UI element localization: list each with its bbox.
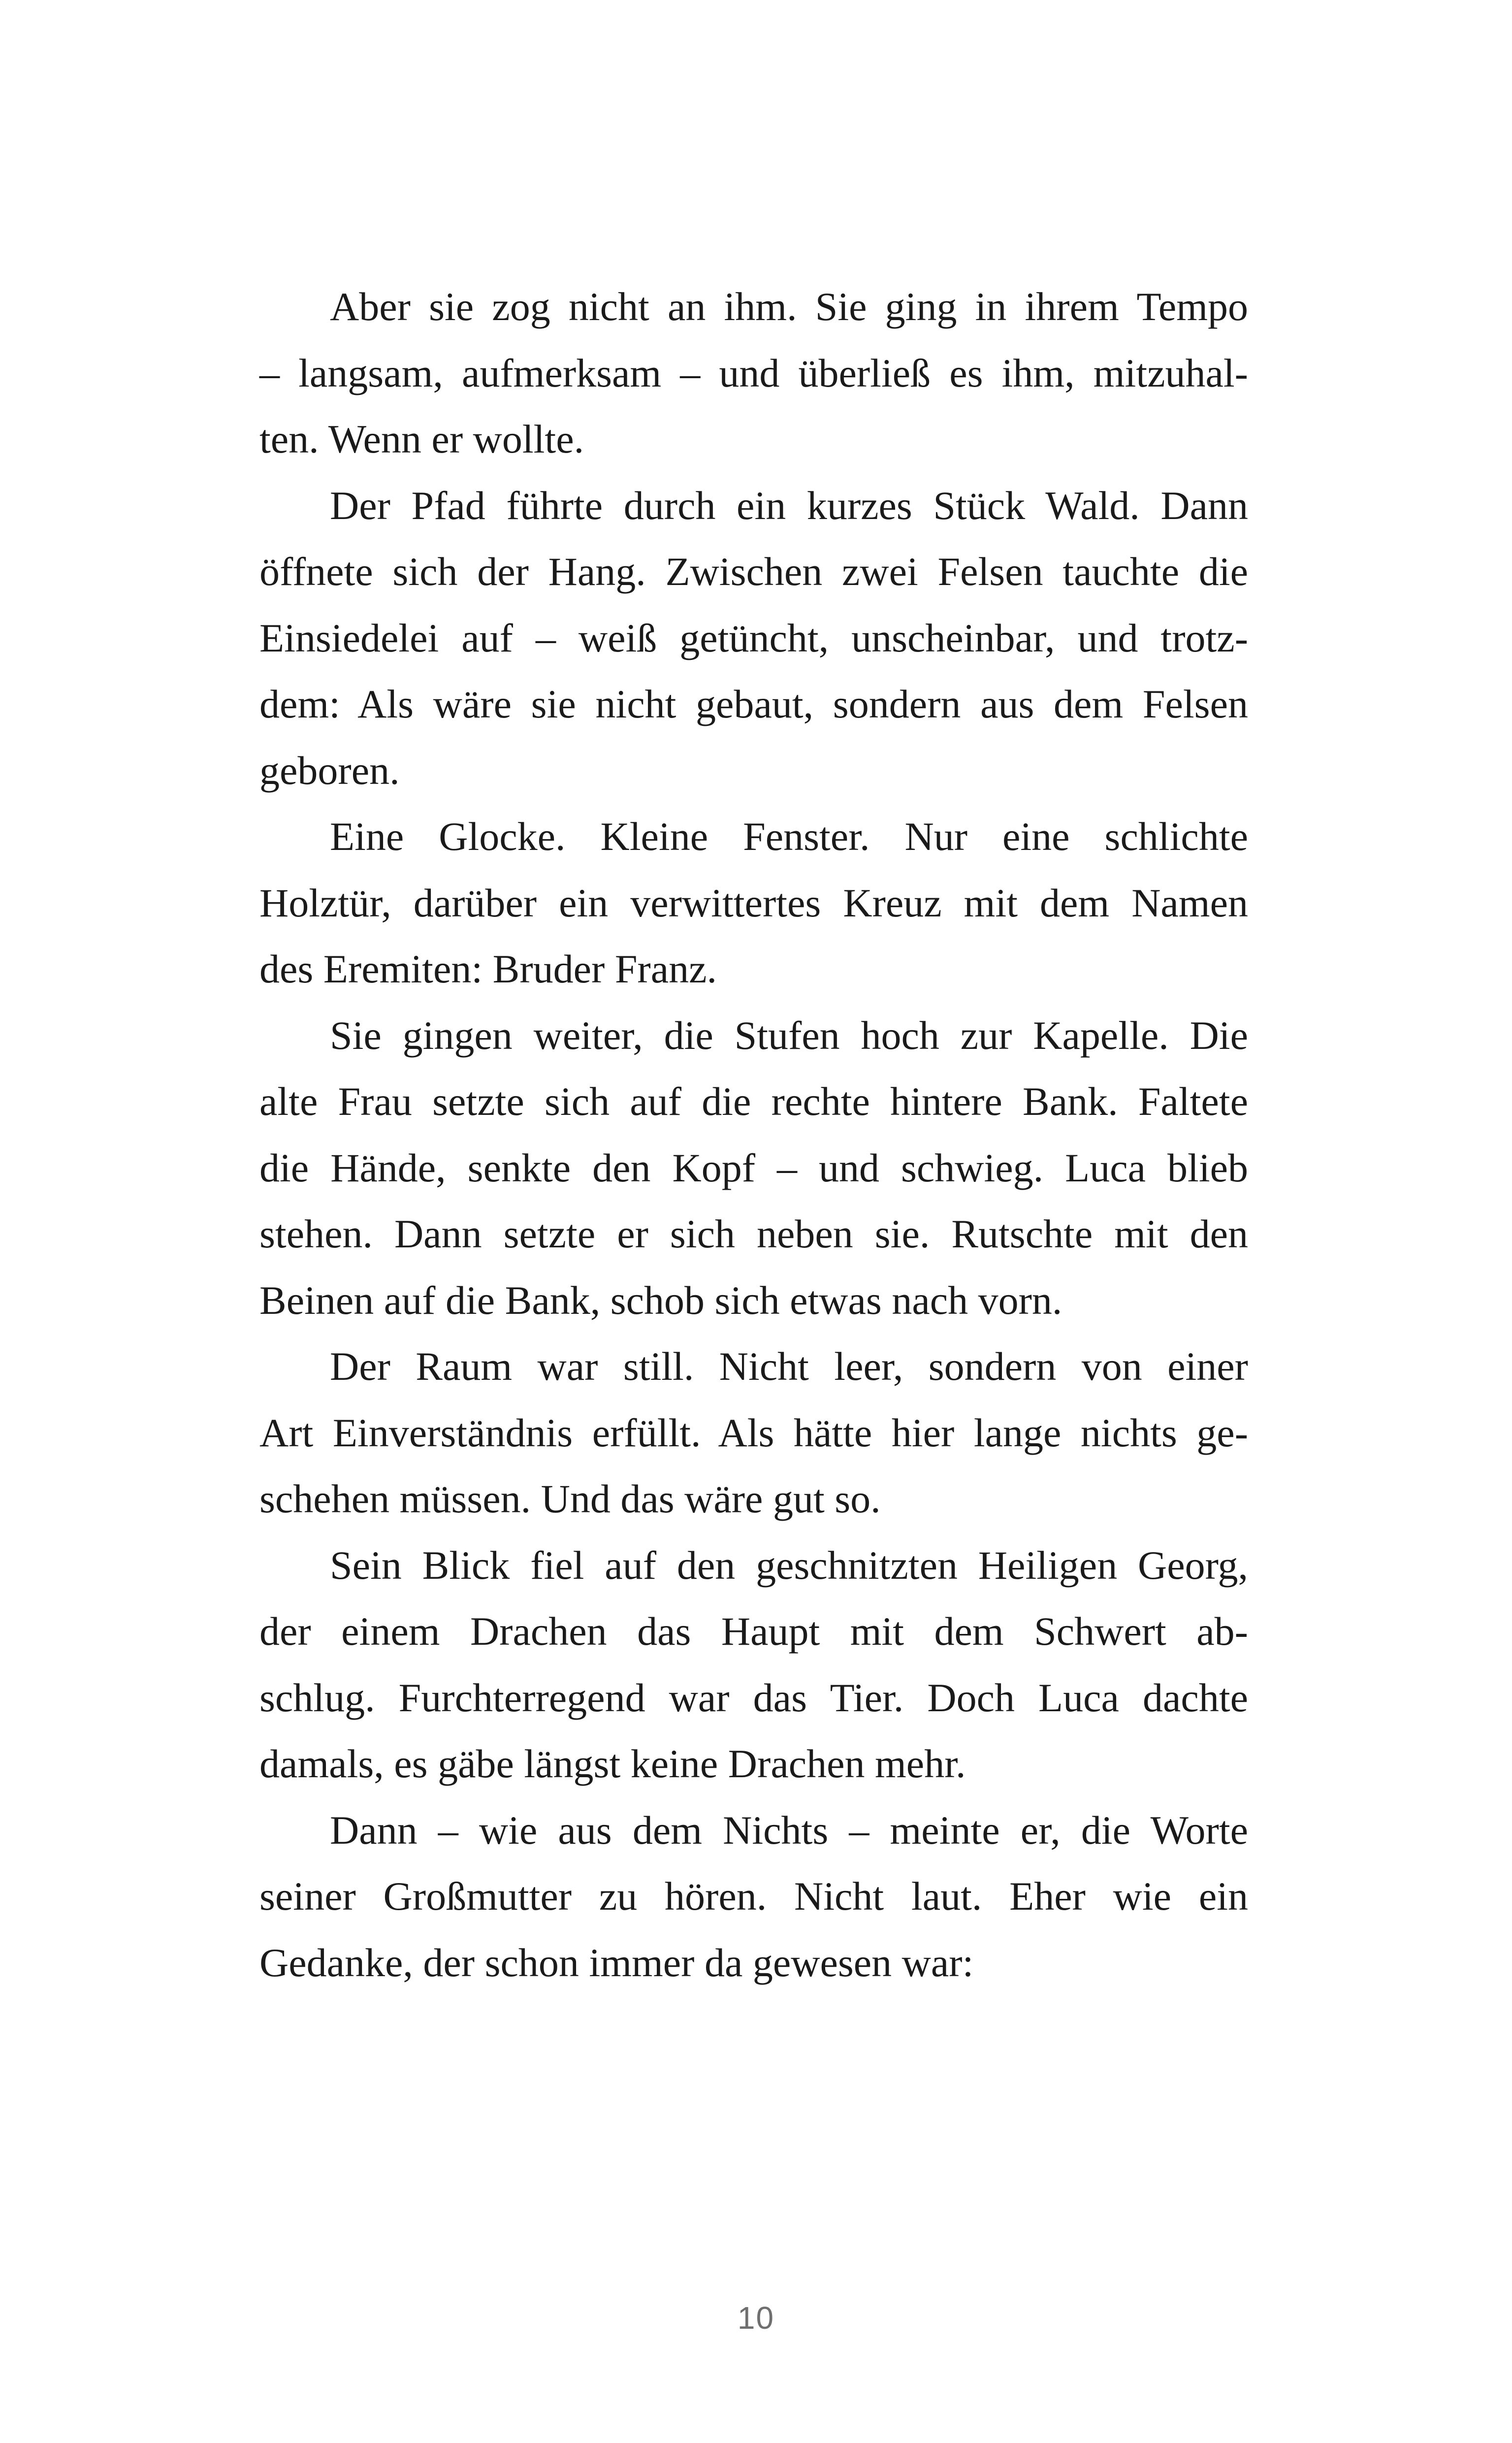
text-line: stehen. Dann setzte er sich neben sie. Rutschte mit den	[259, 1211, 1248, 1256]
text-line: dem: Als wäre sie nicht gebaut, sondern aus dem Felsen	[259, 682, 1248, 726]
text-line: Sein Blick fiel auf den geschnitzten Heiligen Georg,	[330, 1542, 1248, 1588]
text-line: des Eremiten: Bruder Franz.	[259, 946, 717, 991]
text-line: – langsam, aufmerksam – und überließ es ihm, mitzuhal-	[259, 350, 1248, 395]
paragraph-5	[259, 1334, 1248, 1532]
text-line: Dann – wie aus dem Nichts – meinte er, die Worte	[330, 1807, 1248, 1853]
text-line: alte Frau setzte sich auf die rechte hintere Bank. Faltete	[259, 1079, 1248, 1124]
text-line: Art Einverständnis erfüllt. Als hätte hier lange nichts ge-	[259, 1410, 1248, 1455]
paragraph-1	[259, 274, 1248, 473]
text-line: schehen müssen. Und das wäre gut so.	[259, 1476, 881, 1521]
text-line: die Hände, senkte den Kopf – und schwieg. Luca blieb	[259, 1145, 1248, 1190]
paragraph-2	[259, 473, 1248, 804]
text-line: Einsiedelei auf – weiß getüncht, unscheinbar, und trotz-	[259, 615, 1248, 660]
paragraph-7	[259, 1797, 1248, 1996]
paragraph-4	[259, 1003, 1248, 1334]
text-line: Gedanke, der schon immer da gewesen war:	[259, 1940, 974, 1985]
text-line: Sie gingen weiter, die Stufen hoch zur Kapelle. Die	[330, 1012, 1248, 1058]
body-text	[259, 274, 1248, 1996]
text-line: der einem Drachen das Haupt mit dem Schwert ab-	[259, 1609, 1248, 1654]
text-line: Aber sie zog nicht an ihm. Sie ging in ihrem Tempo	[330, 284, 1248, 329]
text-line: Eine Glocke. Kleine Fenster. Nur eine schlichte	[330, 814, 1248, 859]
text-line: schlug. Furchterregend war das Tier. Doch Luca dachte	[259, 1675, 1248, 1720]
text-line: geboren.	[259, 748, 400, 793]
text-line: Der Pfad führte durch ein kurzes Stück Wald. Dann	[330, 483, 1248, 528]
text-line: Holztür, darüber ein verwittertes Kreuz mit dem Namen	[259, 880, 1248, 925]
text-line: öffnete sich der Hang. Zwischen zwei Felsen tauchte die	[259, 549, 1248, 594]
text-line: ten. Wenn er wollte.	[259, 417, 584, 461]
text-line: Beinen auf die Bank, schob sich etwas nach vorn.	[259, 1277, 1062, 1323]
text-line: seiner Großmutter zu hören. Nicht laut. Eher wie ein	[259, 1874, 1248, 1919]
page-number: 10	[737, 2300, 775, 2336]
text-line: Der Raum war still. Nicht leer, sondern von einer	[330, 1344, 1248, 1389]
paragraph-6	[259, 1532, 1248, 1797]
text-line: damals, es gäbe längst keine Drachen mehr.	[259, 1741, 966, 1786]
paragraph-3	[259, 804, 1248, 1003]
